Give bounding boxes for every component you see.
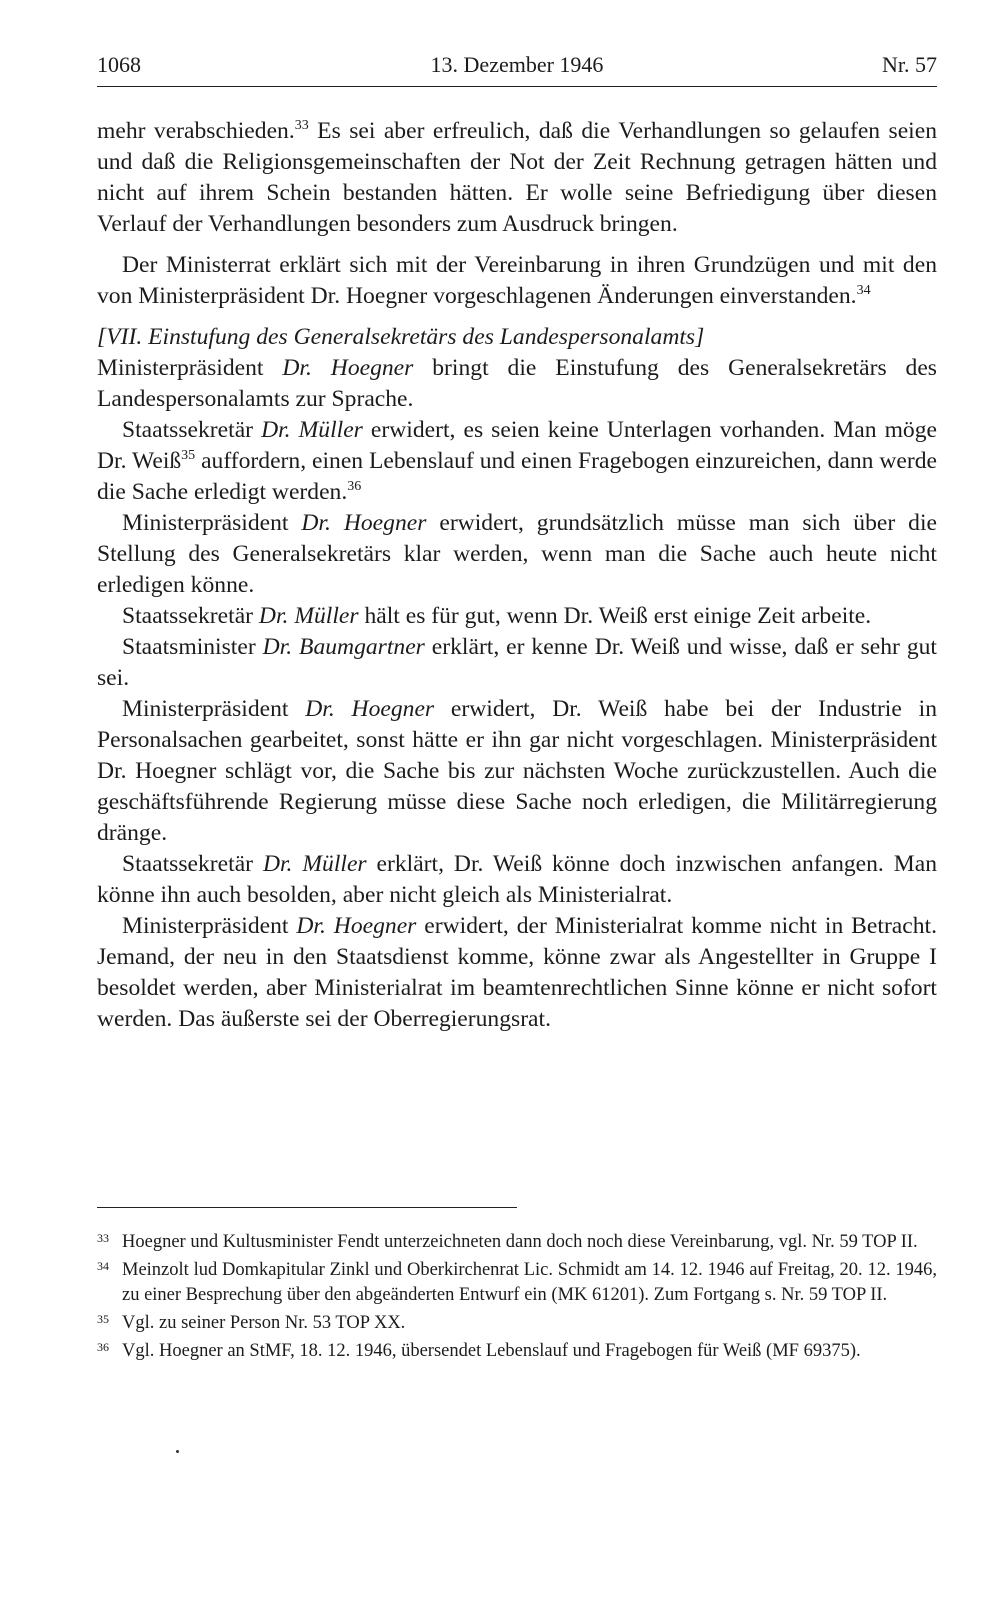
text-run: erwidert, es seien keine Unterlagen vorhanden. Man möge Dr. Weiß <box>97 417 937 474</box>
paragraph <box>97 632 937 694</box>
speaker-name: Dr. Hoegner <box>305 696 435 722</box>
text-run: Staatssekretär <box>122 603 259 629</box>
text-run: [ <box>97 324 107 350</box>
paragraph <box>97 250 937 312</box>
paragraph <box>97 353 937 415</box>
paragraph <box>97 116 937 240</box>
body-text <box>97 116 937 1035</box>
section-heading <box>97 322 937 353</box>
speaker-name: Dr. Hoegner <box>282 355 414 381</box>
issue-number: Nr. 57 <box>882 52 937 77</box>
footnotes <box>97 1230 937 1367</box>
text-run: Ministerpräsident <box>122 510 302 536</box>
footnote-divider <box>97 1207 517 1208</box>
speaker-name: Dr. Müller <box>261 417 363 443</box>
footnote-text: Vgl. Hoegner an StMF, 18. 12. 1946, übersendet Lebenslauf und Fragebogen für Weiß (MF 69375). <box>122 1341 861 1361</box>
footnote <box>97 1258 937 1308</box>
paragraph <box>97 415 937 508</box>
footnote-number: 34 <box>97 1259 109 1273</box>
text-run: ] <box>695 324 705 350</box>
footnote-text: Meinzolt lud Domkapitular Zinkl und Oberkirchenrat Lic. Schmidt am 14. 12. 1946 auf Freitag, 20. 12. 1946, zu einer Besprechung über den abgeänderten Entwurf ein (MK 61201). Zum Fortgang s. Nr. 59 TOP II. <box>122 1260 937 1305</box>
footnote-ref: 33 <box>294 118 309 133</box>
print-speck <box>176 1450 179 1453</box>
text-run: erklärt, er kenne Dr. Weiß und wisse, daß er sehr gut sei. <box>97 634 937 691</box>
text-run: Ministerpräsident <box>122 913 297 939</box>
footnote-ref: 36 <box>347 479 362 494</box>
footnote-number: 33 <box>97 1231 109 1245</box>
text-run: Ministerpräsident <box>122 696 306 722</box>
speaker-name: Dr. Müller <box>262 851 367 877</box>
text-run: erwidert, Dr. Weiß habe bei der Industrie in Personalsachen gearbeitet, sonst hätte er ihn gar nicht vorgeschlagen. Ministerpräsident Dr. Hoegner schlägt vor, die Sache bis zur nächsten Woche zurückzustellen. Auch die geschäftsführende Regierung müsse diese Sache noch erledigen, die Militärregierung dränge. <box>97 696 937 846</box>
text-run: Ministerpräsident <box>97 355 283 381</box>
paragraph <box>97 601 937 632</box>
footnote <box>97 1339 937 1364</box>
footnote-ref: 34 <box>856 283 871 298</box>
text-run: erwidert, der Ministerialrat komme nicht in Betracht. Jemand, der neu in den Staatsdienst komme, könne zwar als Angestellter in Gruppe I besoldet werden, aber Ministerialrat im beamtenrechtlichen Sinne könne er nicht sofort werden. Das äußerste sei der Oberregierungsrat. <box>97 913 937 1032</box>
text-run: Es sei aber erfreulich, daß die Verhandlungen so gelaufen seien und daß die Religionsgemeinschaften der Not der Zeit Rechnung getragen hätten und nicht auf ihrem Schein bestanden hätten. Er wolle seine Befriedigung über diesen Verlauf der Verhandlungen besonders zum Ausdruck bringen. <box>97 118 937 237</box>
text-run: auffordern, einen Lebenslauf und einen Fragebogen einzureichen, dann werde die Sache erledigt werden. <box>97 448 937 505</box>
text-run: hält es für gut, wenn Dr. Weiß erst einige Zeit arbeite. <box>358 603 872 629</box>
paragraph <box>97 911 937 1035</box>
footnote-number: 36 <box>97 1340 109 1354</box>
text-run: VII. Einstufung des Generalsekretärs des Landespersonalamts <box>106 324 696 350</box>
footnote-text: Vgl. zu seiner Person Nr. 53 TOP XX. <box>122 1313 406 1333</box>
footnote-ref: 35 <box>181 448 196 463</box>
text-run: Der Ministerrat erklärt sich mit der Vereinbarung in ihren Grundzügen und mit den von Ministerpräsident Dr. Hoegner vorgeschlagenen Änderungen einverstanden. <box>97 252 937 309</box>
header-date: 13. Dezember 1946 <box>430 52 604 77</box>
paragraph <box>97 849 937 911</box>
speaker-name: Dr. Baumgartner <box>262 634 425 660</box>
footnote <box>97 1311 937 1336</box>
text-run: erwidert, grundsätzlich müsse man sich über die Stellung des Generalsekretärs klar werden, wenn man die Sache auch heute nicht erledigen könne. <box>97 510 937 598</box>
paragraph <box>97 508 937 601</box>
speaker-name: Dr. Müller <box>258 603 359 629</box>
footnote-number: 35 <box>97 1312 109 1326</box>
text-run: Staatssekretär <box>122 417 262 443</box>
paragraph <box>97 694 937 849</box>
text-run: Staatsminister <box>122 634 263 660</box>
speaker-name: Dr. Hoegner <box>296 913 417 939</box>
text-run: mehr verabschieden. <box>97 118 295 144</box>
text-run: Staatssekretär <box>122 851 263 877</box>
page-number: 1068 <box>97 52 141 77</box>
speaker-name: Dr. Hoegner <box>301 510 427 536</box>
footnote <box>97 1230 937 1255</box>
footnote-text: Hoegner und Kultusminister Fendt unterzeichneten dann doch noch diese Vereinbarung, vgl. Nr. 59 TOP II. <box>122 1232 918 1252</box>
running-header <box>97 52 937 87</box>
text-run: erklärt, Dr. Weiß könne doch inzwischen anfangen. Man könne ihn auch besolden, aber nicht gleich als Ministerialrat. <box>97 851 938 908</box>
text-run: bringt die Einstufung des Generalsekretärs des Landespersonalamts zur Sprache. <box>97 355 937 412</box>
